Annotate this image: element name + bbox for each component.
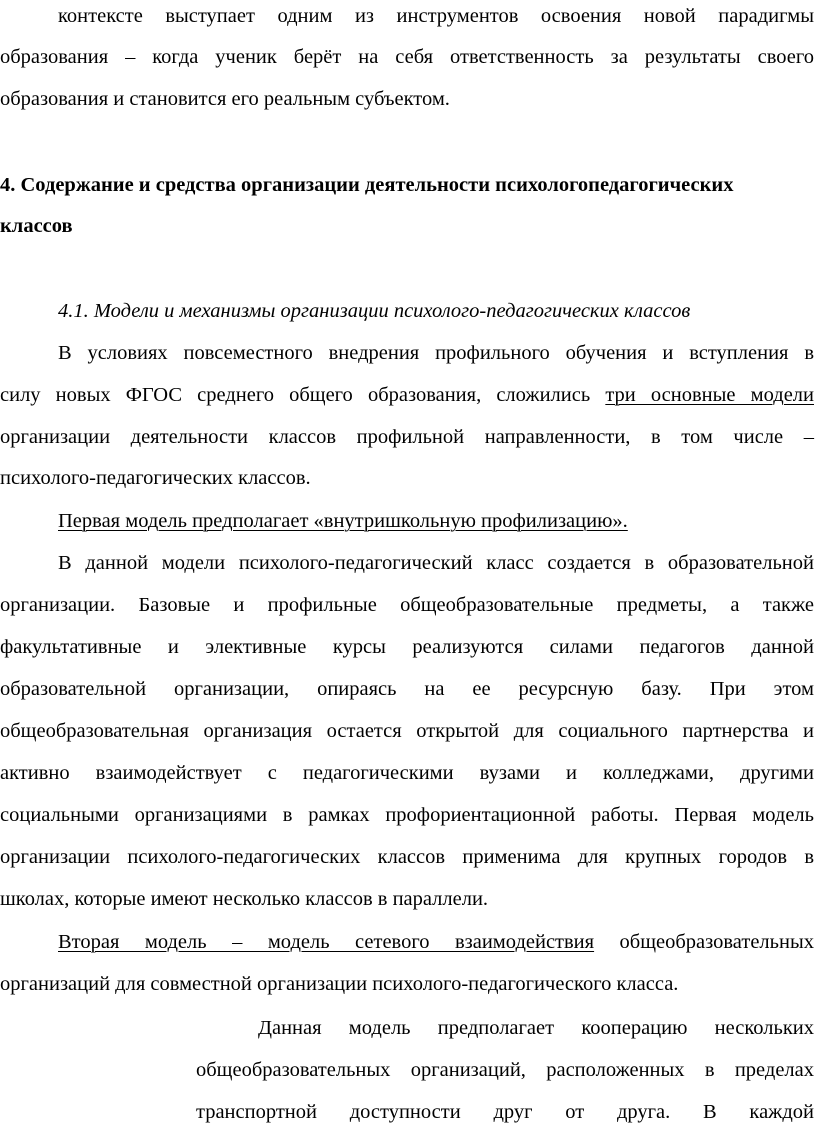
text-line: организации. Базовые и профильные общеобразовательные предметы, а также xyxy=(0,594,814,616)
text-line: психолого-педагогических классов. xyxy=(0,467,311,489)
text-line: В данной модели психолого-педагогический класс создается в образовательной xyxy=(58,552,814,574)
text-line: образования – когда ученик берёт на себя ответственность за результаты своего xyxy=(0,46,814,68)
section-heading-line: 4. Содержание и средства организации деятельности психологопедагогических xyxy=(0,174,734,196)
first-model-title xyxy=(58,507,814,535)
subsection-heading: 4.1. Модели и механизмы организации психолого-педагогических классов xyxy=(58,300,691,322)
text-line: социальными организациями в рамках профориентационной работы. Первая модель xyxy=(0,804,814,826)
text-line xyxy=(0,381,814,409)
section-heading-line: классов xyxy=(0,215,73,237)
underlined-phrase: Первая модель предполагает «внутришкольную профилизацию». xyxy=(58,510,628,532)
text-line: общеобразовательная организация остается открытой для социального партнерства и xyxy=(0,720,814,742)
text-line: Данная модель предполагает кооперацию нескольких xyxy=(258,1017,814,1039)
text-line: В условиях повсеместного внедрения профильного обучения и вступления в xyxy=(58,342,814,364)
text-line: организаций для совместной организации психолого-педагогического класса. xyxy=(0,973,679,995)
second-model-title xyxy=(58,928,814,956)
text-line: общеобразовательных организаций, расположенных в пределах xyxy=(196,1059,814,1081)
text-line: активно взаимодействует с педагогическими вузами и колледжами, другими xyxy=(0,762,814,784)
text-line: организации деятельности классов профильной направленности, в том числе – xyxy=(0,426,814,448)
text-segment: силу новых ФГОС среднего общего образования, сложились xyxy=(0,384,606,406)
text-line: транспортной доступности друг от друга. В каждой xyxy=(196,1101,814,1123)
underlined-phrase: Вторая модель – модель сетевого взаимодействия xyxy=(58,931,595,953)
text-line: организации психолого-педагогических классов применима для крупных городов в xyxy=(0,846,814,868)
text-segment: общеобразовательных xyxy=(594,931,814,953)
text-line: школах, которые имеют несколько классов в параллели. xyxy=(0,888,489,910)
text-line: образовательной организации, опираясь на ее ресурсную базу. При этом xyxy=(0,678,814,700)
text-line: факультативные и элективные курсы реализуются силами педагогов данной xyxy=(0,636,814,658)
text-line: образования и становится его реальным субъектом. xyxy=(0,88,450,110)
underlined-phrase: три основные модели xyxy=(605,384,814,406)
text-line: контексте выступает одним из инструментов освоения новой парадигмы xyxy=(58,5,814,27)
